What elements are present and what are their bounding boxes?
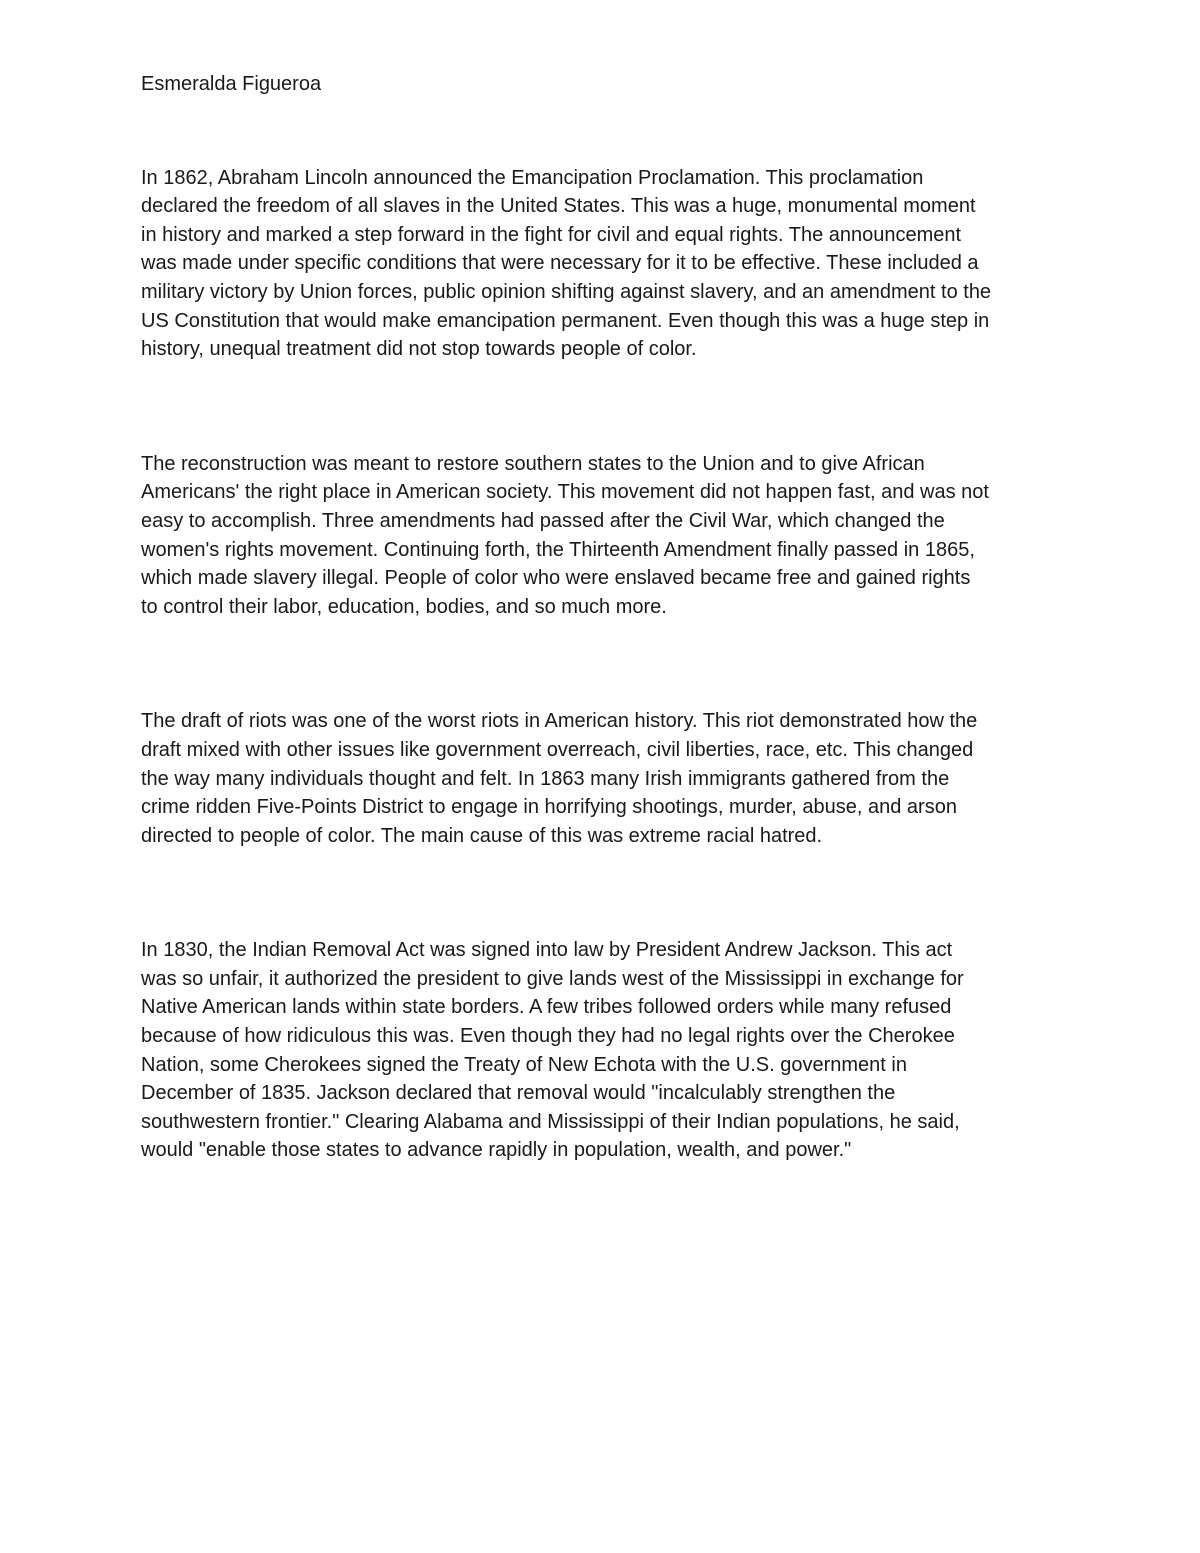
document-body	[141, 70, 1071, 1165]
paragraph-emancipation: In 1862, Abraham Lincoln announced the Emancipation Proclamation. This proclamation declared the freedom of all slaves in the United States. This was a huge, monumental moment in history and marked a step forward in the fight for civil and equal rights. The announcement was made under specific conditions that were necessary for it to be effective. These included a military victory by Union forces, public opinion shifting against slavery, and an amendment to the US Constitution that would make emancipation permanent. Even though this was a huge step in history, unequal treatment did not stop towards people of color.	[141, 166, 992, 361]
paragraph-reconstruction: The reconstruction was meant to restore southern states to the Union and to give African Americans' the right place in American society. This movement did not happen fast, and was not easy to accomplish. Three amendments had passed after the Civil War, which changed the women's rights movement. Continuing forth, the Thirteenth Amendment finally passed in 1865, which made slavery illegal. People of color who were enslaved became free and gained rights to control their labor, education, bodies, and so much more.	[141, 452, 989, 618]
paragraph-indian-removal: In 1830, the Indian Removal Act was signed into law by President Andrew Jackson. This act was so unfair, it authorized the president to give lands west of the Mississippi in exchange for Native American lands within state borders. A few tribes followed orders while many refused because of how ridiculous this was. Even though they had no legal rights over the Cherokee Nation, some Cherokees signed the Treaty of New Echota with the U.S. government in December of 1835. Jackson declared that removal would "incalculably strengthen the southwestern frontier." Clearing Alabama and Mississippi of their Indian populations, he said, would "enable those states to advance rapidly in population, wealth, and power."	[141, 939, 964, 1162]
author-name: Esmeralda Figueroa	[141, 73, 322, 95]
paragraph-draft-riots: The draft of riots was one of the worst riots in American history. This riot demonstrated how the draft mixed with other issues like government overreach, civil liberties, race, etc. This changed the way many individuals thought and felt. In 1863 many Irish immigrants gathered from the crime ridden Five-Points District to engage in horrifying shootings, murder, abuse, and arson directed to people of color. The main cause of this was extreme racial hatred.	[141, 710, 978, 847]
